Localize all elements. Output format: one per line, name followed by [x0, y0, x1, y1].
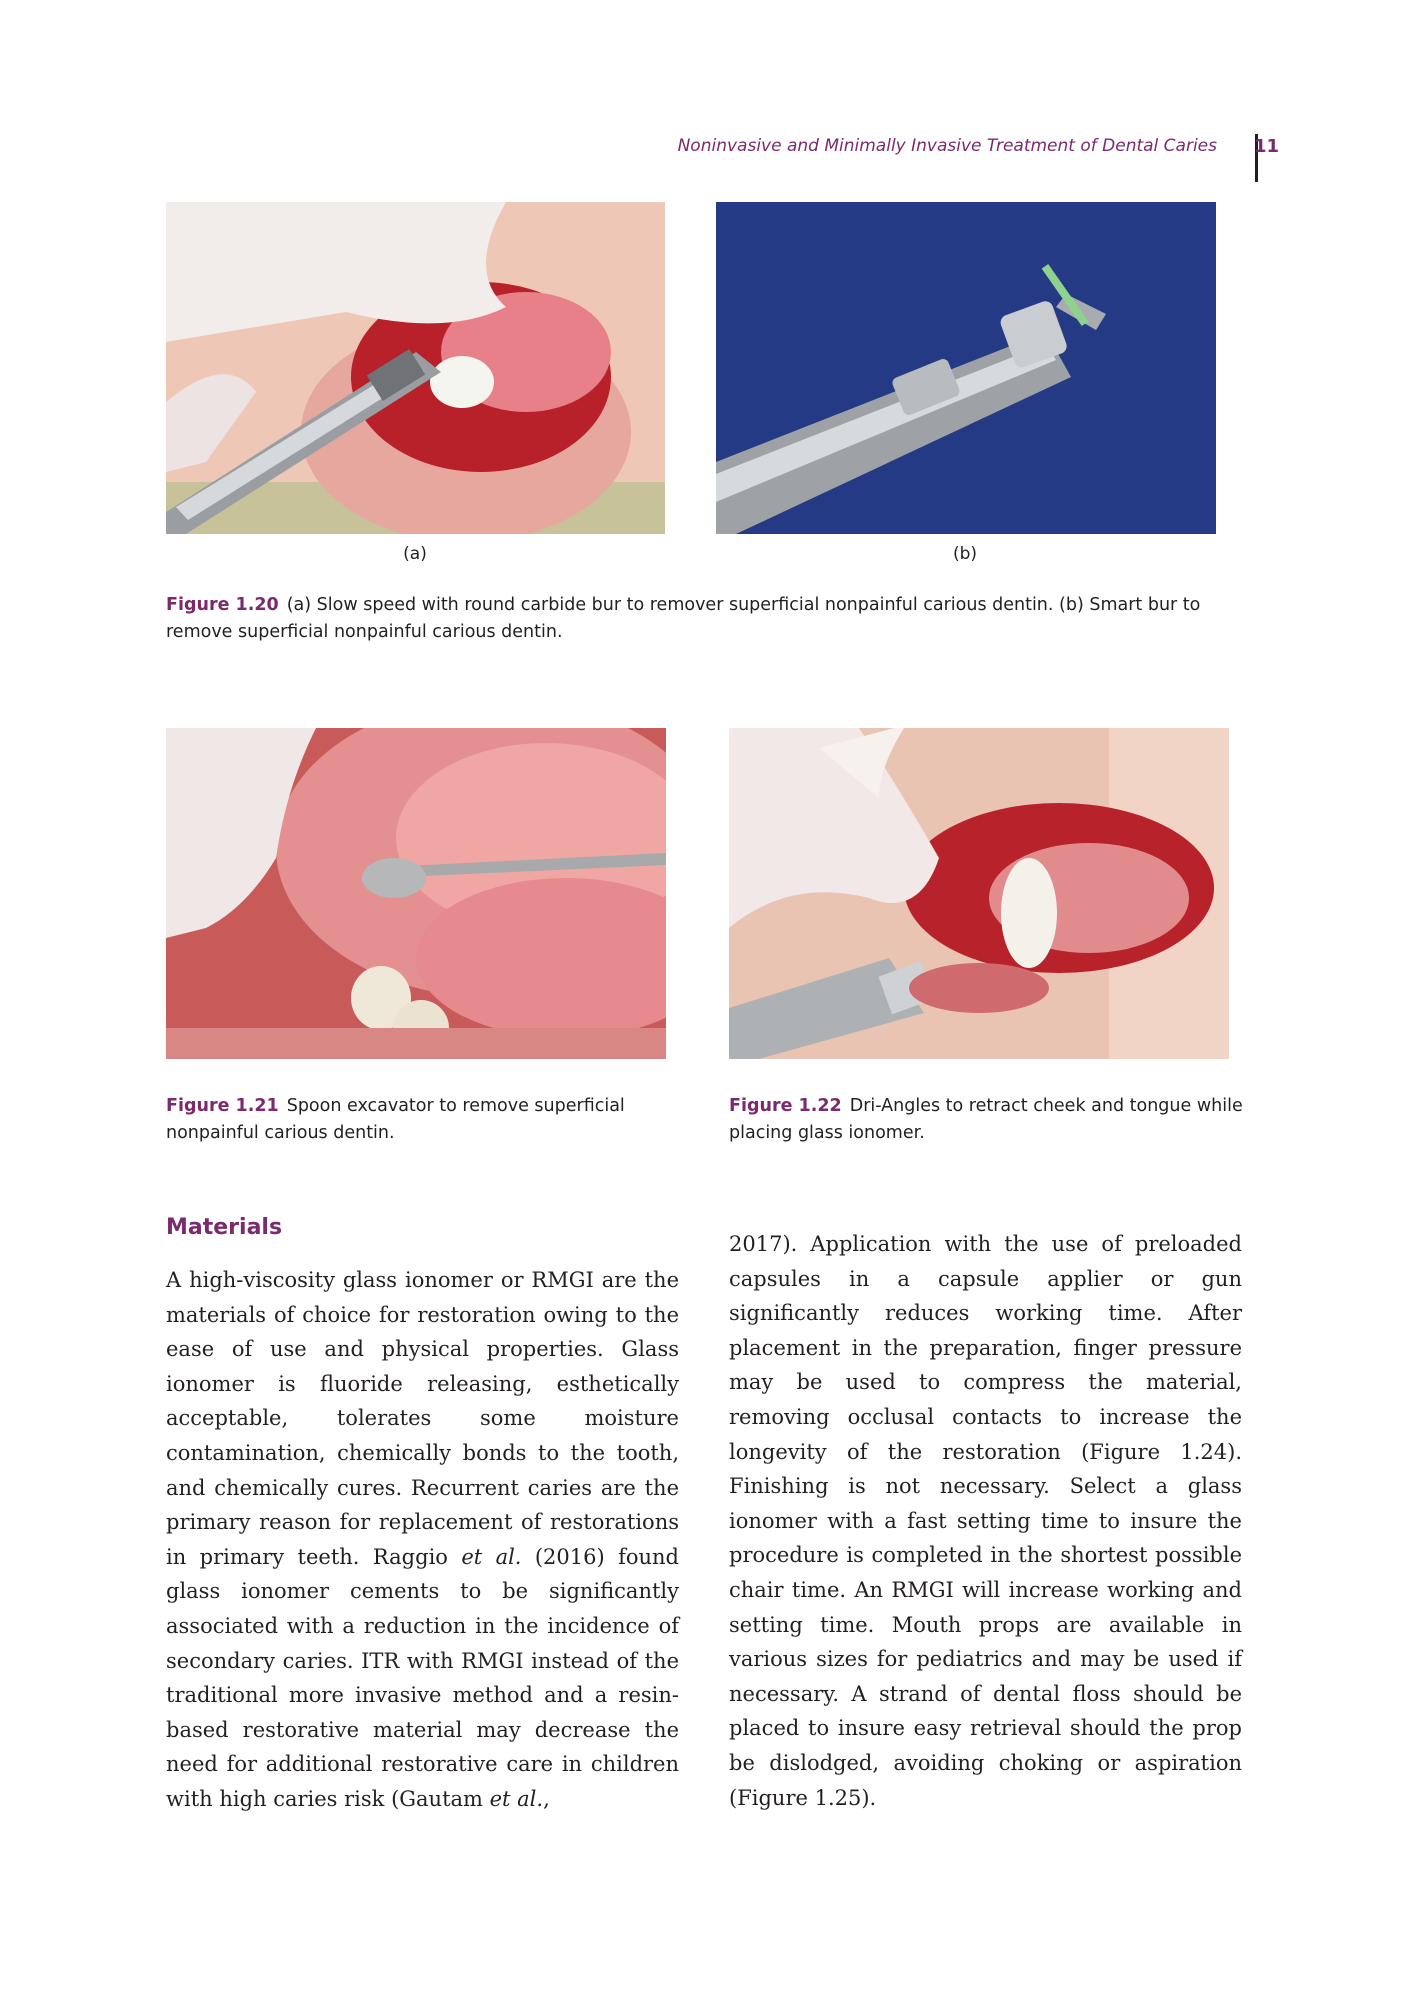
page-number: 11 [1253, 136, 1279, 157]
figure-1-21-caption-text: Spoon excavator to remove superficial nonpainful carious dentin. [166, 1096, 625, 1143]
et-al-2: et al. [489, 1786, 544, 1811]
figure-1-20-label: Figure 1.20 [166, 595, 279, 615]
figure-1-22-label: Figure 1.22 [729, 1096, 842, 1116]
running-title: Noninvasive and Minimally Invasive Treatment of Dental Caries [677, 136, 1217, 156]
paragraph-continued: 2017). Application with the use of preloaded capsules in a capsule applier or gun significantly reduces working time. After placement in the preparation, finger pressure may be used to compress the material, removing occlusal contacts to increase the longevity of the restoration (Figure 1.24). Finishing is not necessary. Select a glass ionomer with a fast setting time to insure the procedure is completed in the shortest possible chair time. An RMGI will increase working and setting time. Mouth props are available in various sizes for pediatrics and may be used if necessary. A strand of dental floss should be placed to insure easy retrieval should the prop be dislodged, avoiding choking or aspiration (Figure 1.25). [729, 1232, 1242, 1810]
figure-1-20b-label: (b) [952, 544, 978, 564]
figure-1-21-caption [166, 1093, 686, 1147]
figure-1-20a-label: (a) [403, 544, 427, 564]
section-heading-materials: Materials [166, 1215, 283, 1240]
body-column-left [166, 1263, 679, 1817]
running-header [600, 134, 1279, 174]
paragraph-materials [166, 1263, 679, 1817]
figure-1-21-photo [166, 728, 666, 1059]
figure-1-22-photo [729, 728, 1229, 1059]
body-column-right [729, 1227, 1242, 1815]
paragraph-text-3: , [543, 1786, 550, 1811]
et-al-1: et al. [461, 1544, 522, 1569]
paragraph-text-1: A high-viscosity glass ionomer or RMGI are the materials of choice for restoration owing to the ease of use and physical properties. Glass ionomer is fluoride releasing, esthetically acceptable, tolerates some moisture contamination, chemically bonds to the tooth, and chemically cures. Recurrent caries are the primary reason for replacement of restorations in primary teeth. Raggio [166, 1268, 679, 1569]
figure-1-21-label: Figure 1.21 [166, 1096, 279, 1116]
figure-1-20-caption-text: (a) Slow speed with round carbide bur to remover superficial nonpainful carious dentin. (b) Smart bur to remove superficial nonpainful carious dentin. [166, 595, 1201, 642]
figure-1-20a-photo [166, 202, 665, 534]
figure-1-20b-photo [716, 202, 1216, 534]
figure-1-20-caption [166, 592, 1226, 646]
paragraph-text-2: (2016) found glass ionomer cements to be significantly associated with a reduction in the incidence of secondary caries. ITR with RMGI instead of the traditional more invasive method and a resin-based restorative material may decrease the need for additional restorative care in children with high caries risk (Gautam [166, 1544, 679, 1811]
figure-1-22-caption-text: Dri-Angles to retract cheek and tongue while placing glass ionomer. [729, 1096, 1243, 1143]
figure-1-22-caption [729, 1093, 1249, 1147]
